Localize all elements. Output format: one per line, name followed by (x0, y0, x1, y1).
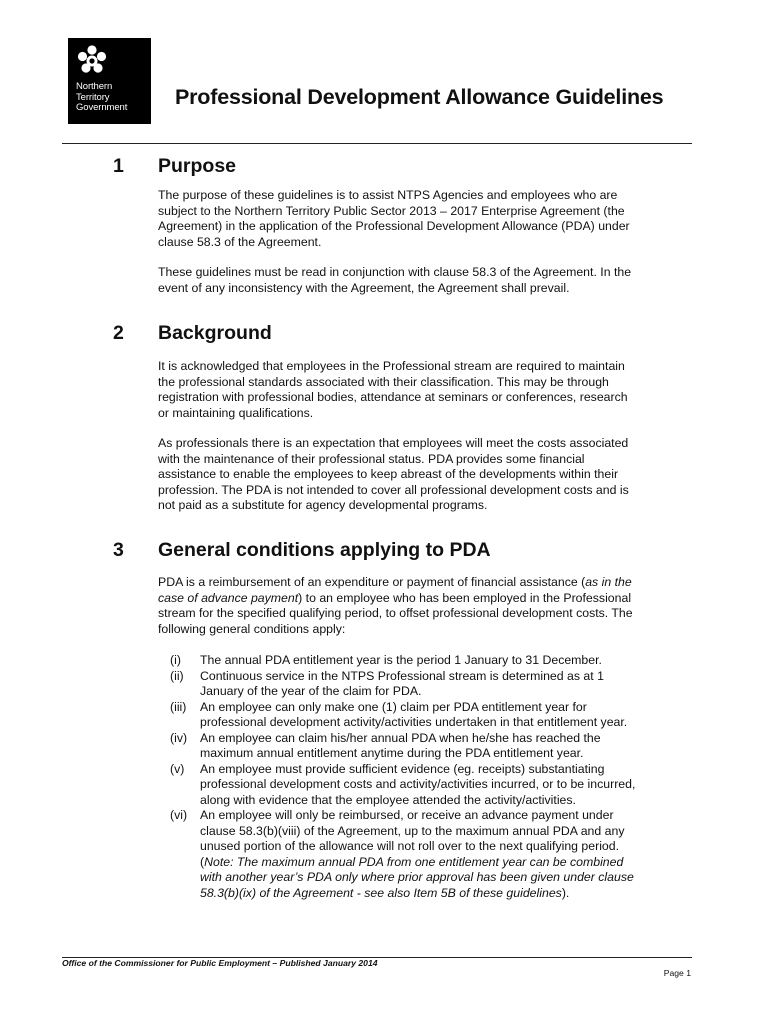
section-heading-general-conditions: General conditions applying to PDA (158, 539, 491, 561)
list-item-number: (i) (170, 653, 181, 667)
section-number: 2 (113, 322, 124, 344)
list-item-number: (ii) (170, 668, 184, 683)
conditions-list (170, 653, 635, 901)
purpose-paragraph-2: These guidelines must be read in conjunction with clause 58.3 of the Agreement. In the event of any inconsistency with the Agreement, the Agreement shall prevail. (158, 265, 632, 295)
background-paragraph-2: As professionals there is an expectation that employees will meet the costs associated with the maintenance of their professional status. PDA provides some financial assistance to enable the employees to keep abreast of the developments within their profession. The PDA is not intended to cover all professional development costs and is not paid as a substitute for agency developmental programs. (158, 436, 629, 512)
document-title: Professional Development Allowance Guidelines (175, 85, 664, 109)
item-note: (Note: The maximum annual PDA from one entitlement year can be combined (200, 854, 624, 869)
list-item-number: (v) (170, 761, 185, 776)
logo-line: Territory (76, 91, 110, 103)
list-item-number: (vi) (170, 808, 188, 822)
list-item: (v) An employee must provide sufficient evidence (eg. receipts) substantiating professional development costs and activity/activities incurred, or to be incurred, along with evidence that the employee attended the activity/activities. (170, 761, 636, 807)
section-heading-background: Background (158, 322, 272, 344)
background-paragraph-1: It is acknowledged that employees in the Professional stream are required to maintain the professional standards associated with their classification. This may be through registration with professional bodies, attendance at seminars or conferences, research or maintaining qualifications. (158, 359, 628, 420)
purpose-paragraph-1: The purpose of these guidelines is to assist NTPS Agencies and employees who are subject to the Northern Territory Public Sector 2013 – 2017 Enterprise Agreement (the Agreement) in the application of the Professional Development Allowance (PDA) under clause 58.3 of the Agreement. (158, 188, 630, 249)
section-heading-purpose: Purpose (158, 155, 237, 177)
ntg-logo (68, 38, 151, 124)
list-item: (vi) An employee will only be reimbursed, or receive an advance payment under clause 58.3(b)(viii) of the Agreement, up to the maximum annual PDA and any unused portion of the allowance will not roll over to the next qualifying period. (Note: The maximum annual PDA from one entitlement year can be combined with another year’s PDA only where prior approval has been given under clause 58.3(b)(ix) of the Agreement - see also Item 5B of these guidelines). (170, 808, 634, 900)
logo-line: Government (76, 102, 128, 113)
list-item: (iv) An employee can claim his/her annual PDA when he/she has reached the maximum annual entitlement anytime during the PDA entitlement year. (170, 730, 601, 760)
list-item: (iii) An employee can only make one (1) claim per PDA entitlement year for professional development activity/activities undertaken in that entitlement year. (170, 699, 628, 729)
logo-wordmark (76, 82, 151, 114)
list-item: (i) The annual PDA entitlement year is the period 1 January to 31 December. (170, 653, 602, 667)
list-item: (ii) Continuous service in the NTPS Professional stream is determined as at 1 January of the year of the claim for PDA. (170, 668, 604, 698)
page-number: Page 1 (663, 968, 691, 978)
list-item-number: (iv) (170, 730, 188, 745)
header-divider (62, 143, 692, 144)
floral-emblem-icon (75, 44, 109, 78)
section-number: 3 (113, 539, 124, 561)
footer-publisher: Office of the Commissioner for Public Employment – Published January 2014 (62, 958, 378, 968)
general-conditions-intro: PDA is a reimbursement of an expenditure or payment of financial assistance (as in the case of advance payment) to an employee who has been employed in the Professional stream for the specified qualifying period, to offset professional development costs. The following general conditions apply: (158, 575, 633, 636)
logo-line: Northern (76, 81, 113, 92)
section-number: 1 (113, 155, 124, 177)
list-item-number: (iii) (170, 699, 187, 714)
